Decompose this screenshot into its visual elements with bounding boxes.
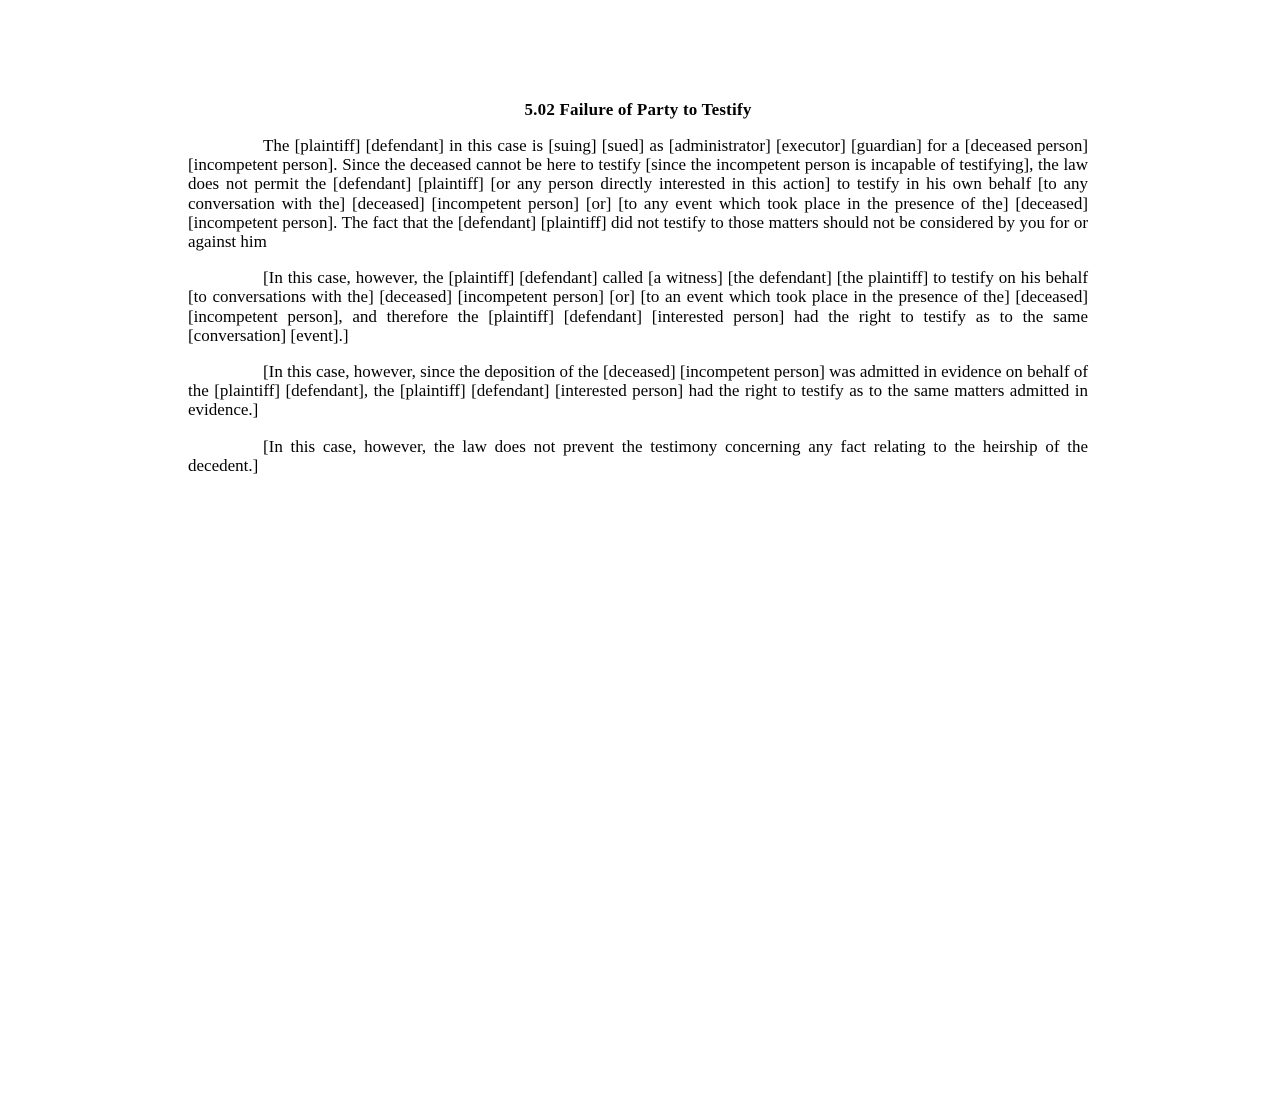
- document-title: 5.02 Failure of Party to Testify: [524, 100, 752, 119]
- paragraph-3: [In this case, however, since the deposition of the [deceased] [incompetent person] was admitted in evidence on behalf of the [plaintiff] [defendant], the [plaintiff] [defendant] [interested person] had the right to testify as to the same matters admitted in evidence.]: [188, 362, 1088, 420]
- paragraph-1: The [plaintiff] [defendant] in this case is [suing] [sued] as [administrator] [executor] [guardian] for a [deceased person] [incompetent person]. Since the deceased cannot be here to testify [since the incompetent person is incapable of testifying], the law does not permit the [defendant] [plaintiff] [or any person directly interested in this action] to testify in his own behalf [to any conversation with the] [deceased] [incompetent person] [or] [to any event which took place in the presence of the] [deceased] [incompetent person]. The fact that the [defendant] [plaintiff] did not testify to those matters should not be considered by you for or against him: [188, 136, 1088, 252]
- paragraph-4: [In this case, however, the law does not prevent the testimony concerning any fact relating to the heirship of the decedent.]: [188, 436, 1088, 475]
- paragraph-2: [In this case, however, the [plaintiff] [defendant] called [a witness] [the defendant] [the plaintiff] to testify on his behalf [to conversations with the] [deceased] [incompetent person] [or] [to an event which took place in the presence of the] [deceased] [incompetent person], and therefore the [plaintiff] [defendant] [interested person] had the right to testify as to the same [conversation] [event].]: [188, 268, 1088, 345]
- document-page: [188, 99, 1088, 492]
